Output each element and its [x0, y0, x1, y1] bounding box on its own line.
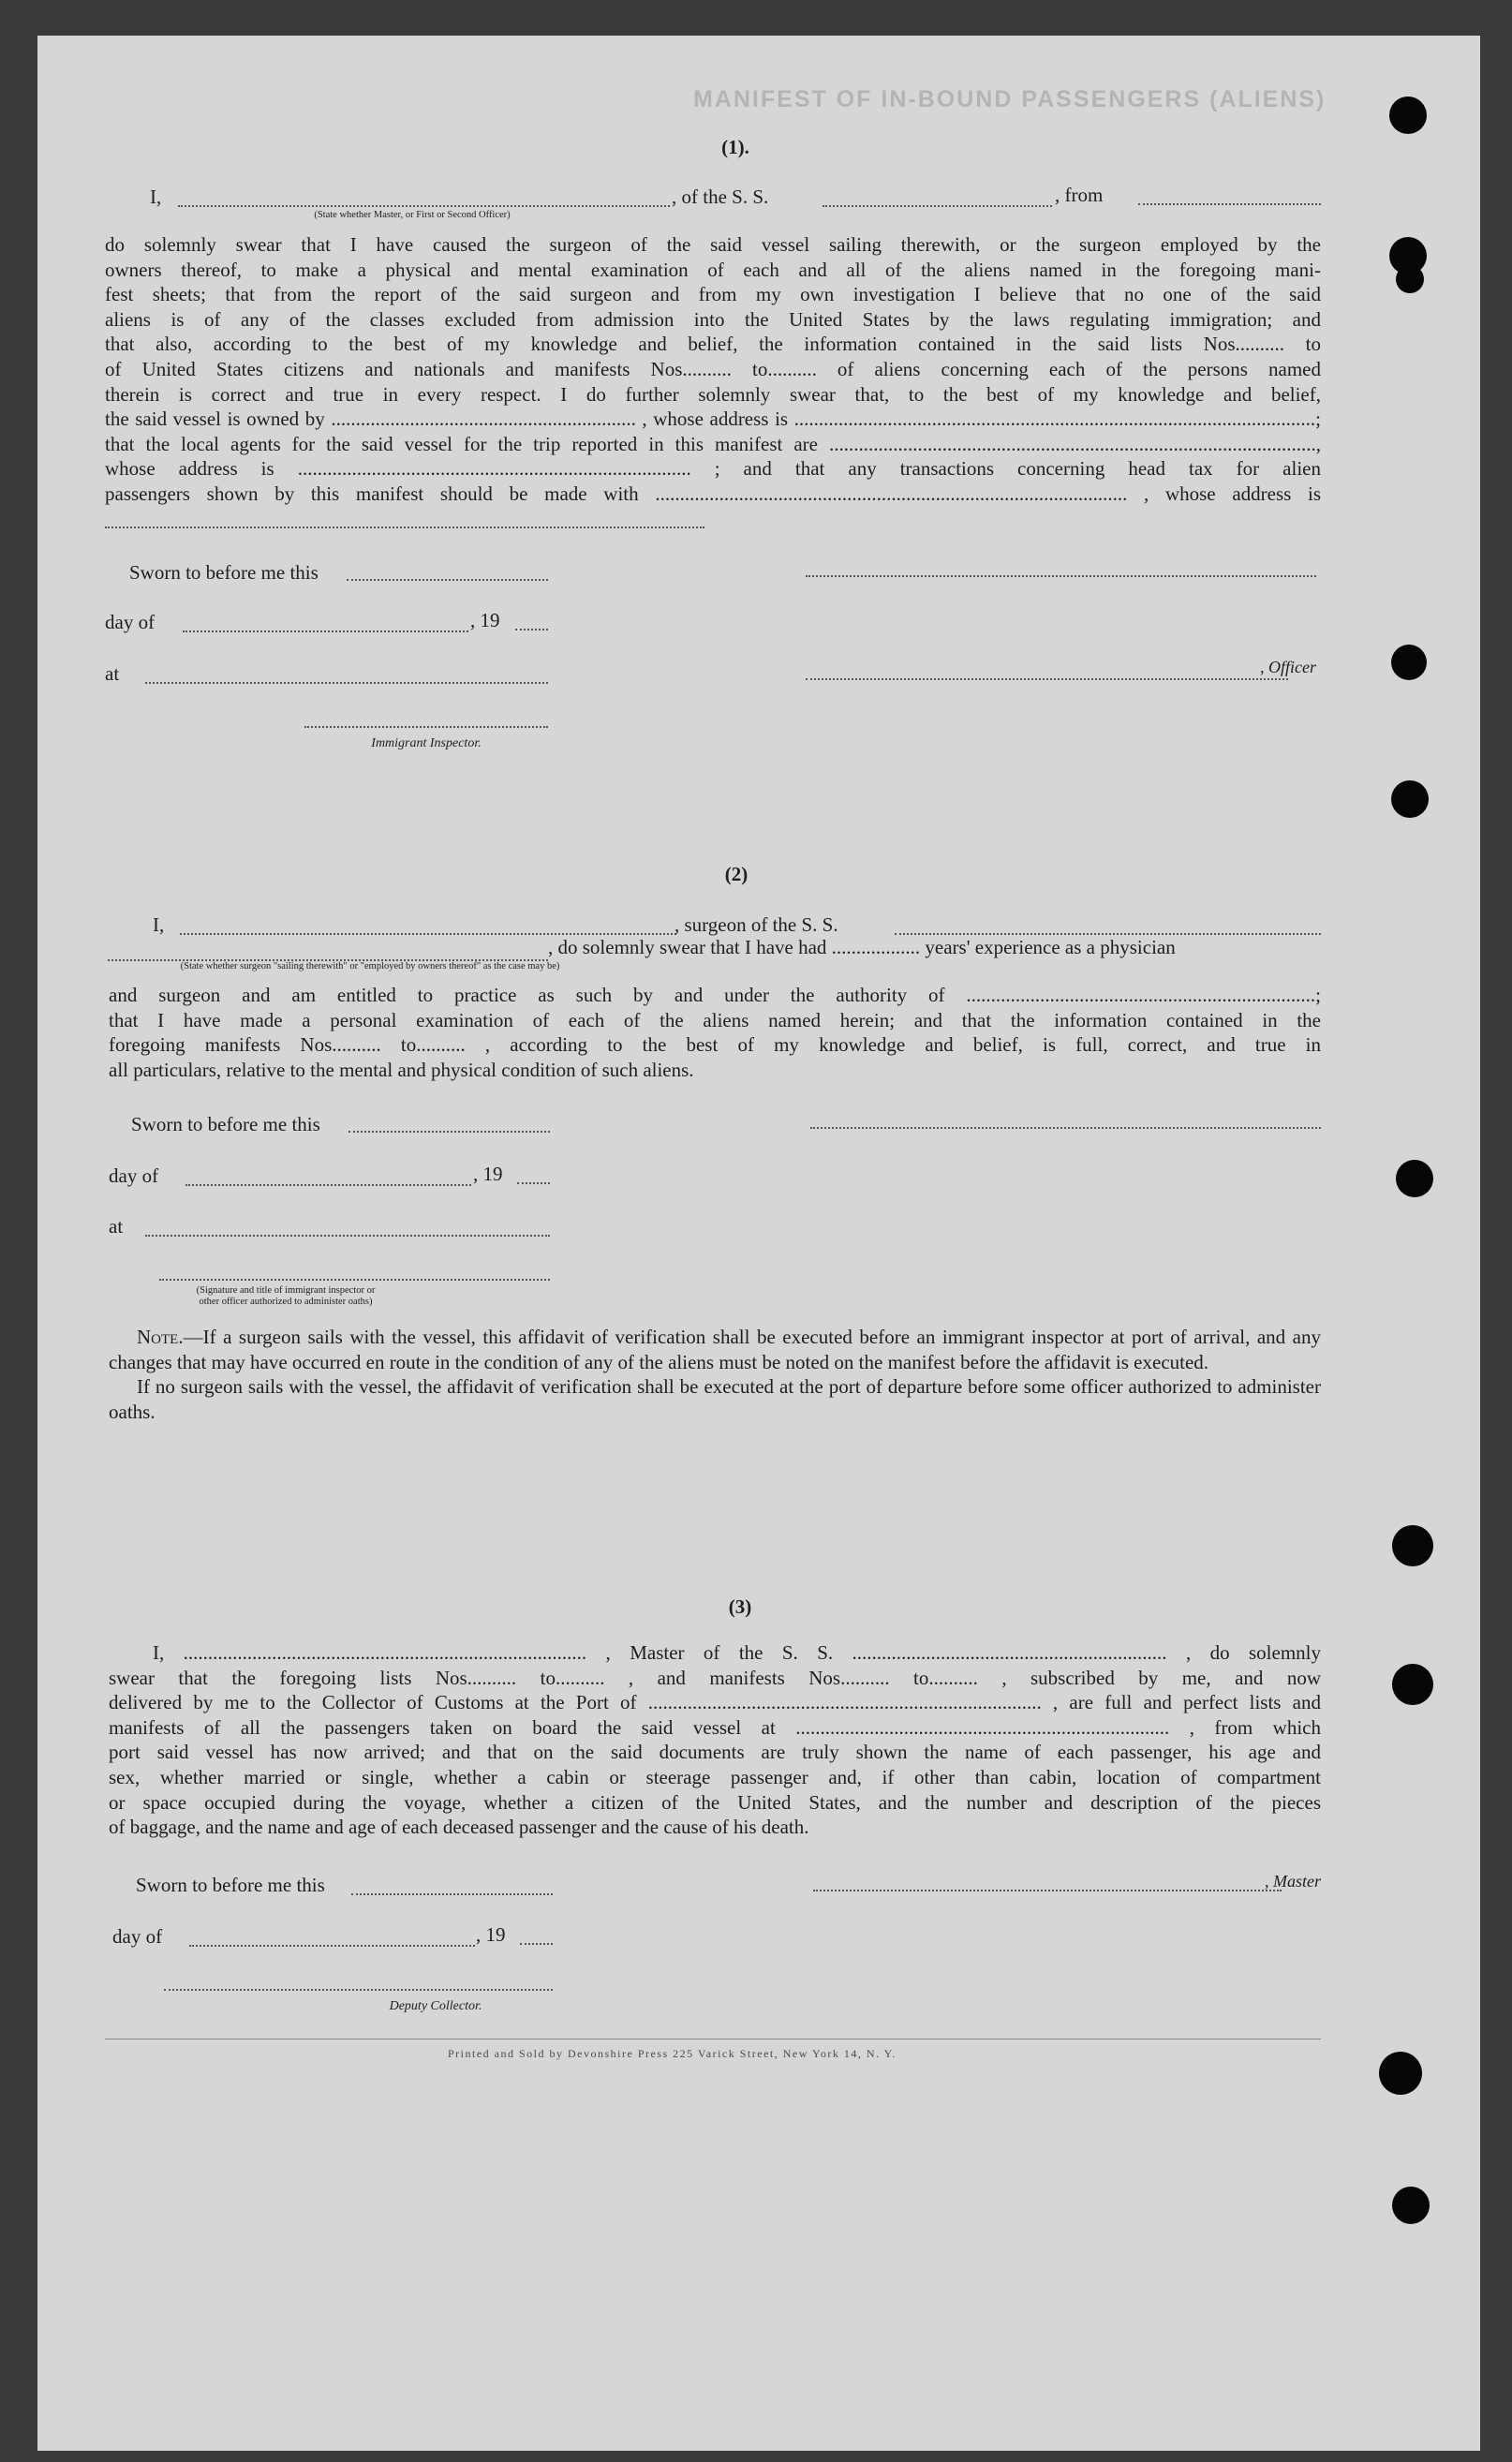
of-ss-label: , of the S. S.: [672, 185, 769, 208]
day-of-label-3: day of: [112, 1925, 163, 1948]
oath-line: passengers shown by this manifest should be made with ................................................................................................ , whose address is: [105, 482, 1321, 505]
bleed-through-header: MANIFEST OF IN-BOUND PASSENGERS (ALIENS): [693, 86, 1327, 112]
master-signature-field[interactable]: [806, 575, 1316, 577]
from-label: , from: [1055, 184, 1104, 206]
oath-line: owners thereof, to make a physical and mental examination of each and all of the aliens named in the foregoing mani-: [105, 258, 1321, 281]
vessel-name-field[interactable]: [823, 205, 1052, 207]
deputy-collector-caption: Deputy Collector.: [389, 1999, 482, 2013]
head-tax-address-field[interactable]: [105, 527, 704, 528]
officer-signature-field[interactable]: [806, 678, 1288, 680]
oath-line: foregoing manifests Nos.......... to.......... , according to the best of my knowledge and belief, is full, correct, and true in: [109, 1033, 1321, 1057]
month-field-3[interactable]: [189, 1945, 475, 1947]
master-label: , Master: [1265, 1872, 1321, 1891]
section-3-number: (3): [728, 1595, 752, 1618]
signature-title-caption: (Signature and title of immigrant inspector or other officer authorized to administer oaths): [196, 1285, 376, 1307]
oath-line: the said vessel is owned by .............................................................. , whose address is ..........................................................................................................;: [105, 408, 1321, 431]
place-field-2[interactable]: [145, 1235, 550, 1237]
oath-line: that I have made a personal examination of each of the aliens named herein; and that the information contained in the: [109, 1008, 1321, 1031]
officer-label: , Officer: [1260, 658, 1316, 676]
oath-line: or space occupied during the voyage, whether a citizen of the United States, and the number and description of the pieces: [109, 1790, 1321, 1814]
surgeon-of-label: , surgeon of the S. S.: [674, 913, 838, 936]
inspector-signature-field-1[interactable]: [304, 726, 548, 728]
surgeon-name-field[interactable]: [180, 933, 676, 935]
section-2-note: [109, 1325, 1321, 1424]
punch-hole: [1396, 1160, 1433, 1197]
oath-line: and surgeon and am entitled to practice as such by and under the authority of .......................................................................;: [109, 984, 1321, 1006]
oath-line: all particulars, relative to the mental and physical condition of such aliens.: [109, 1058, 694, 1081]
surgeon-type-note: (State whether surgeon "sailing therewith" or "employed by owners thereof" as the case may be): [180, 961, 560, 971]
year-field-1[interactable]: [515, 629, 548, 630]
note-label: Note.: [137, 1326, 184, 1348]
departure-port-field[interactable]: [1138, 203, 1321, 205]
section-3-oath-text: [109, 1640, 1321, 1840]
oath-line: do solemnly swear that I have caused the surgeon of the said vessel sailing therewith, or the surgeon employed by the: [105, 233, 1321, 256]
place-field-1[interactable]: [145, 682, 548, 684]
year-label-2: , 19: [473, 1163, 503, 1185]
master-signature-field-3[interactable]: [813, 1890, 1282, 1891]
oath-line: that also, according to the best of my knowledge and belief, the information contained in the said lists Nos.......... to: [105, 333, 1321, 356]
section-2-oath-text: [109, 983, 1321, 1082]
sworn-date-field-2[interactable]: [348, 1131, 550, 1133]
oath-line: aliens is of any of the classes excluded from admission into the United States by the laws regulating immigration; and: [105, 307, 1321, 331]
sworn-date-field-1[interactable]: [347, 579, 548, 581]
day-of-label-2: day of: [109, 1164, 159, 1187]
oath-line: that the local agents for the said vessel for the trip reported in this manifest are ...................................................................................................,: [105, 432, 1321, 455]
master-name-field[interactable]: [178, 205, 670, 207]
oath-line: fest sheets; that from the report of the said surgeon and from my own investigation I believe that no one of the said: [105, 283, 1321, 306]
month-field-1[interactable]: [183, 630, 468, 632]
sworn-label-1: Sworn to before me this: [129, 561, 319, 584]
punch-hole: [1392, 1525, 1433, 1566]
punch-hole: [1392, 1664, 1433, 1705]
punch-hole: [1392, 2187, 1430, 2224]
year-field-2[interactable]: [517, 1182, 550, 1184]
month-field-2[interactable]: [185, 1184, 471, 1186]
oath-line: therein is correct and true in every respect. I do further solemnly swear that, to the best of my knowledge and belief,: [105, 382, 1321, 406]
oath-line: I, .................................................................................. , Master of the S. S. ................................................................ , do solemnly: [153, 1641, 1321, 1664]
oath-line: whose address is ................................................................................ ; and that any transactions concerning head tax for alien: [105, 457, 1321, 481]
surgeon-signature-field[interactable]: [810, 1127, 1321, 1129]
at-label-1: at: [105, 662, 120, 685]
year-field-3[interactable]: [520, 1943, 553, 1945]
oath-line: sex, whether married or single, whether a cabin or steerage passenger and, if other than cabin, location of compartment: [109, 1765, 1321, 1788]
section-1-number: (1).: [721, 136, 749, 158]
oath-line: of United States citizens and nationals and manifests Nos.......... to.......... of aliens concerning each of the persons named: [105, 357, 1321, 380]
deputy-collector-signature-field[interactable]: [164, 1989, 553, 1991]
manifest-page: [37, 36, 1480, 2451]
oath-line: delivered by me to the Collector of Customs at the Port of ................................................................................ , are full and perfect lists and: [109, 1691, 1321, 1714]
day-of-label-1: day of: [105, 611, 156, 633]
punch-hole: [1389, 96, 1427, 134]
at-label-2: at: [109, 1215, 124, 1238]
note-paragraph-2: If no surgeon sails with the vessel, the affidavit of verification shall be executed at the port of departure before some officer authorized to administer oaths.: [109, 1375, 1321, 1423]
sworn-label-2: Sworn to before me this: [131, 1113, 320, 1135]
sworn-label-3: Sworn to before me this: [136, 1874, 325, 1896]
oath-line: swear that the foregoing lists Nos.......... to.......... , and manifests Nos.......... to.......... , subscribed by me, and now: [109, 1666, 1321, 1689]
note-body: —If a surgeon sails with the vessel, this affidavit of verification shall be executed before an immigrant inspector at port of arrival, and any changes that may have occurred en route in the condition of any of the aliens must be noted on the manifest before the affidavit is executed.: [109, 1326, 1321, 1373]
oath-line: of baggage, and the name and age of each deceased passenger and the cause of his death.: [109, 1816, 809, 1839]
surgeon-vessel-field[interactable]: [895, 933, 1321, 935]
punch-hole: [1379, 2052, 1422, 2095]
oath-line: port said vessel has now arrived; and that on the said documents are truly shown the name of each passenger, his age and: [109, 1741, 1321, 1764]
experience-line: , do solemnly swear that I have had .................. years' experience as a physician: [548, 936, 1176, 958]
sworn-date-field-3[interactable]: [351, 1893, 553, 1895]
section-2-i: I,: [153, 913, 165, 936]
punch-hole: [1391, 780, 1429, 818]
section-2-number: (2): [724, 863, 749, 885]
note-paragraph: [109, 1325, 1321, 1374]
inspector-caption-1: Immigrant Inspector.: [371, 736, 482, 750]
section-1-i: I,: [150, 185, 162, 208]
punch-hole: [1396, 265, 1424, 293]
section-1-oath-text: [105, 232, 1321, 507]
year-label-3: , 19: [476, 1923, 506, 1946]
year-label-1: , 19: [470, 609, 500, 631]
inspector-signature-field-2[interactable]: [159, 1279, 550, 1281]
printer-imprint: Printed and Sold by Devonshire Press 225 Varick Street, New York 14, N. Y.: [448, 2047, 897, 2060]
officer-rank-note: (State whether Master, or First or Second Officer): [314, 210, 511, 220]
punch-hole: [1391, 645, 1427, 680]
oath-line: manifests of all the passengers taken on board the said vessel at ............................................................................ , from which: [109, 1715, 1321, 1739]
